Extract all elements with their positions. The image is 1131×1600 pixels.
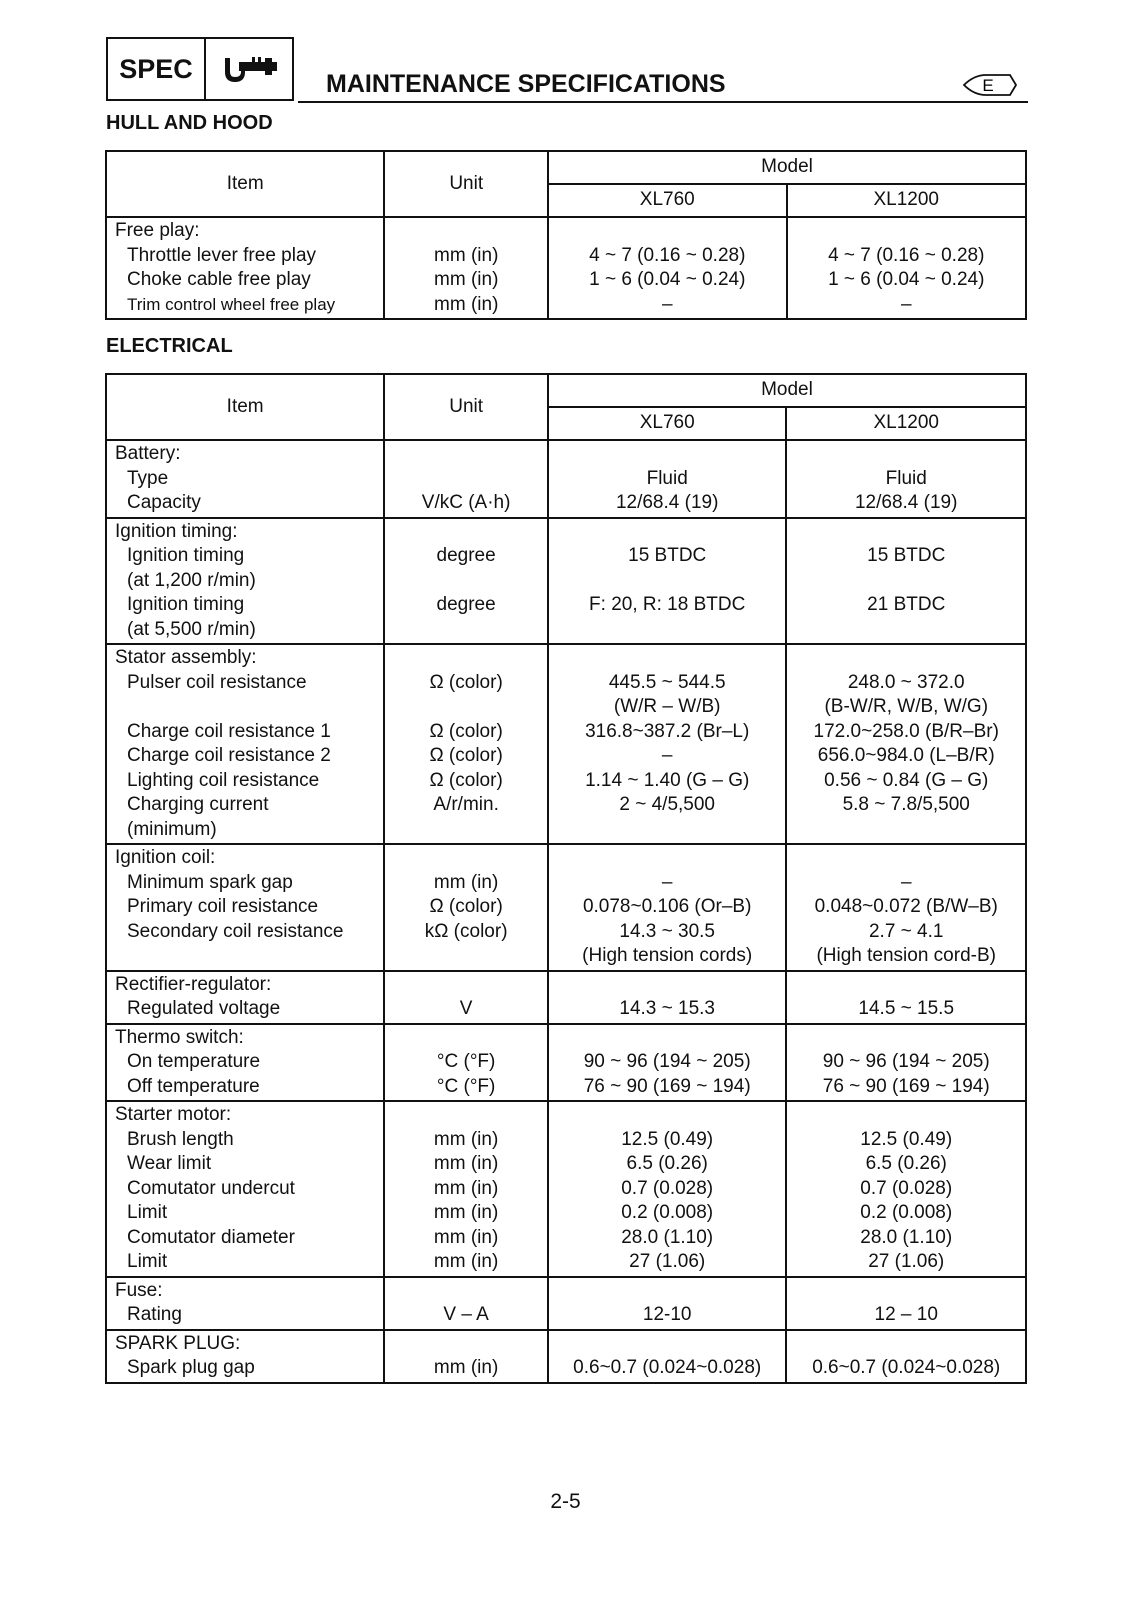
item-cell bbox=[106, 971, 384, 1024]
unit-value: mm (in) bbox=[434, 269, 499, 290]
unit-value: mm (in) bbox=[434, 293, 499, 315]
unit-value: mm (in) bbox=[433, 1251, 499, 1272]
col-header-unit: Unit bbox=[384, 151, 548, 217]
spec-value: 76 ~ 90 (169 ~ 194) bbox=[583, 1075, 751, 1097]
spec-value: 0.2 (0.008) bbox=[860, 1202, 953, 1223]
section-title-electrical: ELECTRICAL bbox=[106, 335, 233, 357]
item-name: Rating bbox=[127, 1304, 182, 1325]
unit-value bbox=[393, 618, 539, 643]
item-name: Regulated voltage bbox=[127, 998, 281, 1019]
col-header-xl1200: XL1200 bbox=[787, 184, 1027, 217]
hull-hood-table bbox=[105, 150, 1027, 320]
spec-value: 15 BTDC bbox=[628, 545, 707, 566]
xl1200-cell bbox=[786, 644, 1026, 844]
unit-value: Ω (color) bbox=[429, 720, 503, 742]
xl760-cell bbox=[548, 644, 787, 844]
spec-value bbox=[557, 618, 778, 643]
table-group bbox=[106, 971, 1026, 1024]
spec-value: 12.5 (0.49) bbox=[860, 1128, 953, 1150]
spec-value: 27 (1.06) bbox=[629, 1251, 706, 1272]
table-group bbox=[106, 440, 1026, 518]
unit-value: mm (in) bbox=[434, 244, 499, 266]
header-rule bbox=[298, 101, 1028, 103]
unit-value bbox=[393, 944, 539, 969]
spec-label: SPEC bbox=[108, 39, 206, 99]
spec-value: 12/68.4 (19) bbox=[615, 492, 719, 513]
xl1200-cell bbox=[786, 1277, 1026, 1330]
spec-value: (B-W/R, W/B, W/G) bbox=[824, 696, 989, 717]
item-name: Charging current bbox=[127, 794, 269, 815]
group-heading: Thermo switch: bbox=[115, 1026, 244, 1048]
spec-value: (W/R – W/B) bbox=[613, 696, 721, 717]
table-group bbox=[106, 217, 1026, 319]
unit-value: V/kC (A·h) bbox=[421, 492, 511, 513]
spec-value: 12 – 10 bbox=[874, 1304, 938, 1325]
group-heading: Starter motor: bbox=[115, 1104, 232, 1125]
spec-value bbox=[557, 818, 778, 843]
xl1200-cell bbox=[786, 844, 1026, 971]
xl760-cell bbox=[548, 1101, 787, 1277]
spec-value: 0.6~0.7 (0.024~0.028) bbox=[812, 1357, 1001, 1378]
item-name: Throttle lever free play bbox=[127, 244, 317, 266]
item-name: Off temperature bbox=[127, 1075, 260, 1097]
spec-value bbox=[795, 818, 1017, 843]
spec-value: 1 ~ 6 (0.04 ~ 0.24) bbox=[589, 269, 746, 290]
spec-value: 1.14 ~ 1.40 (G – G) bbox=[585, 769, 750, 791]
unit-cell bbox=[384, 1024, 548, 1102]
item-name bbox=[115, 695, 375, 720]
unit-value: kΩ (color) bbox=[424, 920, 508, 942]
group-heading: SPARK PLUG: bbox=[115, 1332, 241, 1354]
unit-cell bbox=[384, 644, 548, 844]
item-name: Type bbox=[127, 467, 169, 489]
spec-value: 27 (1.06) bbox=[868, 1251, 945, 1272]
spec-value: (High tension cords) bbox=[582, 945, 753, 966]
group-heading: Ignition timing: bbox=[115, 520, 238, 542]
spec-value bbox=[557, 569, 778, 594]
unit-value: V – A bbox=[443, 1304, 489, 1325]
unit-value: mm (in) bbox=[433, 1202, 499, 1223]
item-cell bbox=[106, 1277, 384, 1330]
xl1200-cell bbox=[786, 1101, 1026, 1277]
item-name: (minimum) bbox=[127, 818, 217, 840]
xl1200-cell bbox=[786, 971, 1026, 1024]
group-heading: Rectifier-regulator: bbox=[115, 973, 272, 995]
unit-value: A/r/min. bbox=[433, 794, 499, 815]
col-header-item: Item bbox=[106, 374, 384, 440]
col-header-unit: Unit bbox=[384, 374, 548, 440]
spec-value: 4 ~ 7 (0.16 ~ 0.28) bbox=[589, 244, 746, 266]
page-title: MAINTENANCE SPECIFICATIONS bbox=[326, 70, 726, 98]
unit-value: °C (°F) bbox=[436, 1075, 496, 1097]
item-name: Wear limit bbox=[127, 1153, 212, 1174]
unit-value: Ω (color) bbox=[429, 745, 503, 766]
unit-cell bbox=[384, 217, 548, 319]
item-name: Ignition timing bbox=[127, 594, 245, 615]
spec-value: 6.5 (0.26) bbox=[865, 1153, 947, 1174]
unit-cell bbox=[384, 1277, 548, 1330]
spec-value: 0.048~0.072 (B/W–B) bbox=[814, 896, 998, 917]
unit-value: degree bbox=[436, 594, 496, 615]
item-name bbox=[115, 944, 375, 969]
spec-value: 0.2 (0.008) bbox=[621, 1202, 714, 1223]
spec-value: – bbox=[900, 871, 912, 893]
xl760-cell bbox=[548, 440, 787, 518]
spec-value: 6.5 (0.26) bbox=[626, 1153, 708, 1174]
unit-value: mm (in) bbox=[433, 871, 499, 893]
xl760-cell bbox=[548, 1330, 787, 1383]
xl760-cell bbox=[548, 1277, 787, 1330]
item-name: Secondary coil resistance bbox=[127, 920, 344, 942]
table-group bbox=[106, 844, 1026, 971]
spec-value bbox=[795, 569, 1017, 594]
spec-value: 28.0 (1.10) bbox=[860, 1226, 953, 1248]
unit-cell bbox=[384, 440, 548, 518]
item-cell bbox=[106, 217, 384, 319]
spec-value: 316.8~387.2 (Br–L) bbox=[585, 720, 750, 742]
item-name: On temperature bbox=[127, 1051, 261, 1072]
wrench-icon bbox=[206, 39, 292, 99]
item-name: Spark plug gap bbox=[127, 1357, 255, 1378]
item-name: Ignition timing bbox=[127, 545, 245, 566]
item-name: Pulser coil resistance bbox=[127, 671, 307, 693]
spec-value: 656.0~984.0 (L–B/R) bbox=[817, 745, 995, 766]
xl1200-cell bbox=[786, 518, 1026, 645]
unit-cell bbox=[384, 518, 548, 645]
item-cell bbox=[106, 518, 384, 645]
unit-value: °C (°F) bbox=[436, 1051, 496, 1072]
item-name: Limit bbox=[127, 1202, 168, 1223]
spec-value: Fluid bbox=[646, 467, 688, 489]
spec-value: 0.7 (0.028) bbox=[860, 1177, 953, 1199]
spec-value: 21 BTDC bbox=[867, 594, 946, 615]
item-name: Trim control wheel free play bbox=[127, 294, 336, 314]
item-name: Choke cable free play bbox=[127, 269, 311, 290]
xl1200-cell bbox=[786, 1024, 1026, 1102]
table-group bbox=[106, 1277, 1026, 1330]
spec-value: 0.078~0.106 (Or–B) bbox=[582, 896, 752, 917]
spec-value: – bbox=[661, 745, 673, 766]
language-letter: E bbox=[982, 76, 994, 95]
item-name: Comutator diameter bbox=[127, 1226, 295, 1248]
unit-value: mm (in) bbox=[433, 1357, 499, 1378]
item-name: Limit bbox=[127, 1251, 168, 1272]
item-name: Comutator undercut bbox=[127, 1177, 295, 1199]
spec-value: – bbox=[661, 871, 673, 893]
unit-value bbox=[393, 818, 539, 843]
spec-value: 28.0 (1.10) bbox=[621, 1226, 714, 1248]
item-name: Lighting coil resistance bbox=[127, 769, 320, 791]
group-heading: Ignition coil: bbox=[115, 847, 216, 868]
spec-value: 14.5 ~ 15.5 bbox=[858, 998, 955, 1019]
spec-value: – bbox=[900, 293, 912, 315]
unit-value: V bbox=[459, 998, 473, 1019]
unit-value: mm (in) bbox=[433, 1128, 499, 1150]
spec-value: Fluid bbox=[885, 467, 927, 489]
spec-value: 14.3 ~ 30.5 bbox=[619, 920, 715, 942]
item-cell bbox=[106, 1330, 384, 1383]
spec-value: 90 ~ 96 (194 ~ 205) bbox=[583, 1051, 751, 1072]
unit-value: mm (in) bbox=[433, 1153, 499, 1174]
spec-value: 76 ~ 90 (169 ~ 194) bbox=[822, 1075, 990, 1097]
spec-value bbox=[795, 618, 1017, 643]
table-group bbox=[106, 1101, 1026, 1277]
spec-value: 0.6~0.7 (0.024~0.028) bbox=[573, 1357, 762, 1378]
item-name: Primary coil resistance bbox=[127, 896, 319, 917]
unit-value: degree bbox=[436, 545, 496, 566]
spec-value: 445.5 ~ 544.5 bbox=[608, 671, 726, 693]
unit-cell bbox=[384, 1101, 548, 1277]
col-header-model: Model bbox=[548, 151, 1026, 184]
unit-value bbox=[393, 467, 539, 492]
unit-value: Ω (color) bbox=[429, 671, 503, 693]
xl760-cell bbox=[548, 518, 787, 645]
spec-value: 12/68.4 (19) bbox=[854, 492, 958, 513]
item-name: Minimum spark gap bbox=[127, 871, 293, 893]
item-cell bbox=[106, 644, 384, 844]
xl1200-cell bbox=[786, 440, 1026, 518]
item-name: Capacity bbox=[127, 492, 201, 513]
xl760-cell bbox=[548, 217, 786, 319]
spec-value: 248.0 ~ 372.0 bbox=[847, 671, 965, 693]
spec-value: 4 ~ 7 (0.16 ~ 0.28) bbox=[828, 244, 985, 266]
item-cell bbox=[106, 844, 384, 971]
group-heading: Free play: bbox=[115, 220, 200, 241]
unit-value bbox=[393, 695, 539, 720]
section-title-hull: HULL AND HOOD bbox=[106, 112, 273, 134]
spec-value: (High tension cord-B) bbox=[816, 945, 996, 966]
spec-value: 15 BTDC bbox=[867, 545, 946, 566]
item-name: (at 1,200 r/min) bbox=[127, 569, 256, 591]
spec-value: F: 20, R: 18 BTDC bbox=[589, 594, 746, 615]
spec-value: 14.3 ~ 15.3 bbox=[619, 998, 715, 1019]
spec-value: – bbox=[661, 293, 673, 315]
unit-value: Ω (color) bbox=[429, 769, 503, 791]
item-cell bbox=[106, 440, 384, 518]
group-heading: Stator assembly: bbox=[115, 647, 257, 668]
unit-cell bbox=[384, 971, 548, 1024]
item-name: Charge coil resistance 1 bbox=[127, 720, 331, 742]
xl1200-cell bbox=[786, 1330, 1026, 1383]
col-header-model: Model bbox=[548, 374, 1026, 407]
item-cell bbox=[106, 1101, 384, 1277]
spec-value: 0.56 ~ 0.84 (G – G) bbox=[824, 769, 989, 791]
spec-value: 0.7 (0.028) bbox=[621, 1177, 714, 1199]
col-header-item: Item bbox=[106, 151, 384, 217]
spec-value: 12.5 (0.49) bbox=[621, 1128, 714, 1150]
unit-value: mm (in) bbox=[433, 1226, 499, 1248]
unit-value bbox=[393, 569, 539, 594]
electrical-table bbox=[105, 373, 1027, 1384]
group-heading: Battery: bbox=[115, 443, 181, 464]
spec-value: 1 ~ 6 (0.04 ~ 0.24) bbox=[828, 269, 985, 290]
group-heading: Fuse: bbox=[115, 1279, 163, 1301]
language-badge bbox=[960, 73, 1018, 97]
col-header-xl760: XL760 bbox=[548, 184, 786, 217]
unit-cell bbox=[384, 844, 548, 971]
spec-value: 2 ~ 4/5,500 bbox=[619, 794, 715, 815]
xl760-cell bbox=[548, 844, 787, 971]
col-header-xl760: XL760 bbox=[548, 407, 787, 440]
xl760-cell bbox=[548, 971, 787, 1024]
spec-value: 5.8 ~ 7.8/5,500 bbox=[842, 794, 970, 815]
page-number: 2-5 bbox=[550, 1490, 581, 1513]
item-name: Charge coil resistance 2 bbox=[127, 745, 331, 766]
xl760-cell bbox=[548, 1024, 787, 1102]
unit-value: Ω (color) bbox=[429, 896, 503, 917]
unit-value: mm (in) bbox=[433, 1177, 499, 1199]
item-cell bbox=[106, 1024, 384, 1102]
item-name: Brush length bbox=[127, 1128, 234, 1150]
spec-value: 2.7 ~ 4.1 bbox=[868, 920, 944, 942]
table-group bbox=[106, 1024, 1026, 1102]
xl1200-cell bbox=[787, 217, 1027, 319]
spec-value: 12-10 bbox=[642, 1304, 692, 1325]
col-header-xl1200: XL1200 bbox=[786, 407, 1026, 440]
spec-badge bbox=[106, 37, 294, 101]
item-name: (at 5,500 r/min) bbox=[127, 618, 256, 640]
spec-value: 90 ~ 96 (194 ~ 205) bbox=[822, 1051, 990, 1072]
table-group bbox=[106, 644, 1026, 844]
unit-cell bbox=[384, 1330, 548, 1383]
table-group bbox=[106, 518, 1026, 645]
spec-value: 172.0~258.0 (B/R–Br) bbox=[813, 720, 999, 742]
table-group bbox=[106, 1330, 1026, 1383]
